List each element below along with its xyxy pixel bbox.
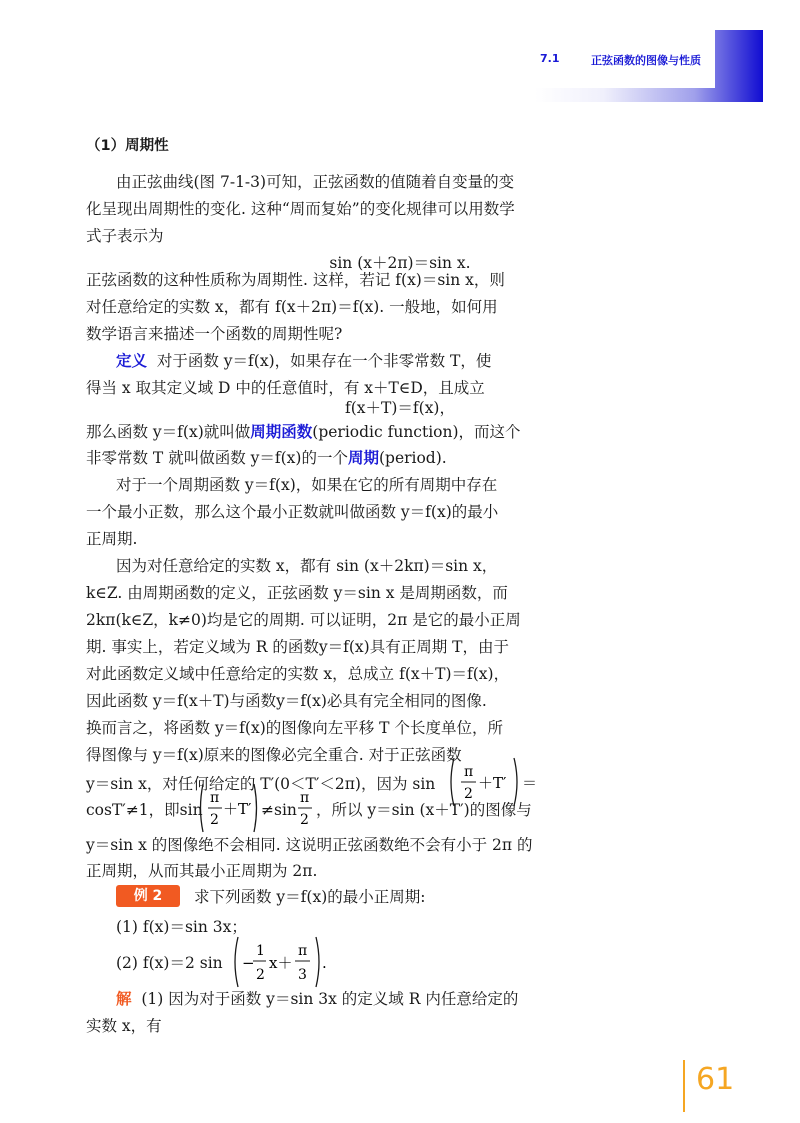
pi-symbol: π <box>300 790 310 806</box>
period-mark: . <box>322 954 327 972</box>
text-line: 一个最小正数，那么这个最小正数就叫做函数 y＝f(x)的最小 <box>86 503 499 521</box>
definition-label: 定义 <box>116 352 148 370</box>
example-item-2: (2) f(x)＝2 sin <box>116 954 223 972</box>
text-line: 由正弦曲线(图 7-1-3)可知，正弦函数的值随着自变量的变 <box>116 173 515 191</box>
two-digit: 2 <box>464 786 473 802</box>
text-line: 得图像与 y＝f(x)原来的图像必完全重合. 对于正弦函数 <box>86 746 462 764</box>
solution-line <box>116 989 518 1009</box>
formula-line: f(x＋T)＝f(x)， <box>345 399 455 417</box>
x-term: x＋ <box>269 954 293 972</box>
solution-label: 解 <box>116 990 132 1008</box>
numerator-one: 1 <box>256 943 265 959</box>
text-line: y＝sin x 的图像绝不会相同. 这说明正弦函数绝不会有小于 2π 的 <box>86 836 533 854</box>
header-section-number: 7.1 <box>540 52 560 65</box>
pi-symbol: π <box>464 764 474 780</box>
definition-line <box>86 422 521 442</box>
text-line: 实数 x，有 <box>86 1017 162 1035</box>
fraction-pi-over-2 <box>297 784 317 834</box>
text-span: 对于函数 y＝f(x)，如果存在一个非零常数 T，使 <box>156 352 492 370</box>
text-span: (periodic function)，而这个 <box>312 423 521 441</box>
formula-line: sin (x＋2π)＝sin x. <box>329 254 471 272</box>
text-line: 对任意给定的实数 x，都有 f(x＋2π)＝f(x). 一般地，如何用 <box>86 298 498 316</box>
term-periodic-function: 周期函数 <box>250 423 313 441</box>
text-line: 期. 事实上，若定义域为 R 的函数y＝f(x)具有正周期 T，由于 <box>86 638 509 656</box>
text-line: 正周期. <box>86 530 138 548</box>
fraction-formula-3 <box>232 933 334 991</box>
text-line: 数学语言来描述一个函数的周期性呢? <box>86 325 343 343</box>
text-line: 2kπ(k∈Z，k≠0)均是它的周期. 可以证明，2π 是它的最小正周 <box>86 611 521 629</box>
text-line: k∈Z. 由周期函数的定义，正弦函数 y＝sin x 是周期函数，而 <box>86 584 508 602</box>
text-line: y＝sin x，对任何给定的 T′(0＜T′＜2π)，因为 sin <box>86 775 436 793</box>
example-prompt: 求下列函数 y＝f(x)的最小正周期: <box>194 888 426 906</box>
text-span: 那么函数 y＝f(x)就叫做 <box>86 423 251 441</box>
text-line: 化呈现出周期性的变化. 这种“周而复始”的变化规律可以用数学 <box>86 200 515 218</box>
text-span: ≠sin <box>261 801 297 819</box>
pi-symbol: π <box>210 790 220 806</box>
two-digit: 2 <box>256 967 265 983</box>
text-line: 换而言之，将函数 y＝f(x)的图像向左平移 T 个长度单位，所 <box>86 719 503 737</box>
text-line: 式子表示为 <box>86 227 164 245</box>
definition-line <box>86 448 447 468</box>
pi-symbol: π <box>298 943 308 959</box>
text-line: 因为对任意给定的实数 x，都有 sin (x＋2kπ)＝sin x， <box>116 557 498 575</box>
text-line: 正弦函数的这种性质称为周期性. 这样，若记 f(x)＝sin x，则 <box>86 271 505 289</box>
example-item-1: (1) f(x)＝sin 3x； <box>116 918 247 936</box>
t-prime-term: ＋T′ <box>223 800 252 818</box>
two-digit: 2 <box>300 812 309 828</box>
text-span: 非零常数 T 就叫做函数 y＝f(x)的一个 <box>86 449 348 467</box>
text-span: (1) 因为对于函数 y＝sin 3x 的定义域 R 内任意给定的 <box>141 990 519 1008</box>
two-digit: 2 <box>210 812 219 828</box>
denominator-three: 3 <box>298 967 307 983</box>
text-line: 正周期，从而其最小正周期为 2π. <box>86 862 318 880</box>
term-period: 周期 <box>347 449 379 467</box>
text-span: ，所以 y＝sin (x＋T′)的图像与 <box>316 801 532 819</box>
minus-sign: − <box>242 954 255 972</box>
text-line: 因此函数 y＝f(x＋T)与函数y＝f(x)必具有完全相同的图像. <box>86 692 487 710</box>
equals-sign: ＝ <box>522 774 538 792</box>
text-line: 得当 x 取其定义域 D 中的任意值时，有 x＋T∈D，且成立 <box>86 379 485 397</box>
page-number: 61 <box>696 1062 735 1097</box>
page-number-rule <box>683 1060 685 1112</box>
text-line: cosT′≠1，即sin <box>86 801 203 819</box>
definition-line <box>116 351 491 371</box>
text-line: 对此函数定义域中任意给定的实数 x，总成立 f(x＋T)＝f(x)， <box>86 665 510 683</box>
section-heading: （1）周期性 <box>86 138 169 154</box>
example-badge: 例 2 <box>116 885 180 907</box>
header-section-title: 正弦函数的图像与性质 <box>591 54 701 67</box>
text-line: 对于一个周期函数 y＝f(x)，如果在它的所有周期中存在 <box>116 476 498 494</box>
fraction-formula-2 <box>198 780 260 836</box>
text-span: (period). <box>378 449 447 467</box>
t-prime-term: ＋T′ <box>478 774 507 792</box>
